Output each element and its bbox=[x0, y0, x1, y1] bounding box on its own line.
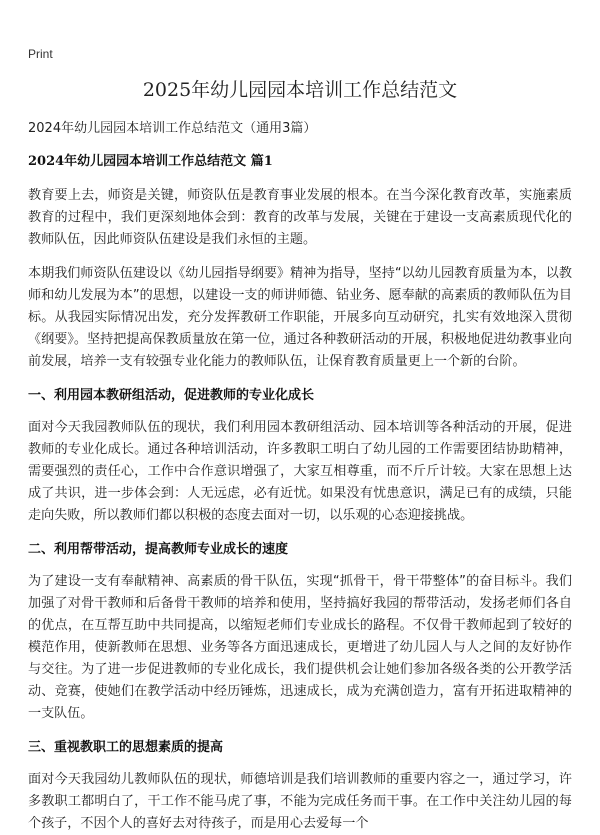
print-link[interactable]: Print bbox=[28, 47, 53, 61]
section-heading-1: 一、利用园本教研组活动，促进教师的专业化成长 bbox=[28, 388, 315, 403]
paragraph-4: 为了建设一支有奉献精神、高素质的骨干队伍，实现“抓骨干，骨干带整体”的奋目标斗。我们加强了对骨干教师和后备骨干教师的培养和使用，坚持搞好我园的帮带活动，发扬老师们各自的优点，在互帮互助中共同提高，以缩短老师们专业成长的路程。不仅骨干教师起到了较好的模范作用，使新教师在思想、业务等各方面迅速成长，更增进了幼儿园人与人之间的友好协作与交往。为了进一步促进教师的专业化成长，我们提供机会让她们参加各级各类的公开教学活动、竞赛，使她们在教学活动中经历锤炼，迅速成长，成为充满创造力，富有开拓进取精神的一支队伍。 bbox=[28, 574, 572, 721]
paragraph-2: 本期我们师资队伍建设以《幼儿园指导纲要》精神为指导，坚持“以幼儿园教育质量为本，以教师和幼儿发展为本”的思想，以建设一支的师讲师德、钻业务、愿奉献的高素质的教师队伍为目标。从我园实际情况出发，充分发挥教研工作职能，开展多向互动研究，扎实有效地深入贯彻《纲要》。坚持把提高保教质量放在第一位，通过各种教研活动的开展，积极地促进幼教事业向前发展，培养一支有较强专业化能力的教师队伍，让保育教育质量更上一个新的台阶。 bbox=[28, 266, 572, 369]
main-heading: 2024年幼儿园园本培训工作总结范文 篇1 bbox=[28, 154, 273, 169]
section-heading-3: 三、重视教职工的思想素质的提高 bbox=[28, 740, 224, 755]
section-heading-2: 二、利用帮带活动，提高教师专业成长的速度 bbox=[28, 542, 289, 557]
document-subtitle: 2024年幼儿园园本培训工作总结范文（通用3篇） bbox=[28, 121, 317, 136]
paragraph-3: 面对今天我园教师队伍的现状，我们利用园本教研组活动、园本培训等各种活动的开展，促进教师的专业化成长。通过各种培训活动，许多教职工明白了幼儿园的工作需要团结协助精神，需要强烈的责任心，工作中合作意识增强了，大家互相尊重，而不斤斤计较。大家在思想上达成了共识，进一步体会到：人无远虑，必有近忧。如果没有忧患意识，满足已有的成绩，只能走向失败，所以教师们都以积极的态度去面对一切，以乐观的心态迎接挑战。 bbox=[28, 420, 572, 523]
document-page bbox=[28, 76, 572, 835]
paragraph-5: 面对今天我园幼儿教师队伍的现状，师德培训是我们培训教师的重要内容之一，通过学习，许多教职工都明白了，干工作不能马虎了事，不能为完成任务而干事。在工作中关注幼儿园的每个孩子，不因个人的喜好去对待孩子，而是用心去爱每一个 bbox=[28, 772, 572, 831]
document-title: 2025年幼儿园园本培训工作总结范文 bbox=[142, 79, 458, 101]
paragraph-1: 教育要上去，师资是关键，师资队伍是教育事业发展的根本。在当今深化教育改革，实施素质教育的过程中，我们更深刻地体会到：教育的改革与发展，关键在于建设一支高素质现代化的教师队伍，因此师资队伍建设是我们永恒的主题。 bbox=[28, 188, 572, 247]
